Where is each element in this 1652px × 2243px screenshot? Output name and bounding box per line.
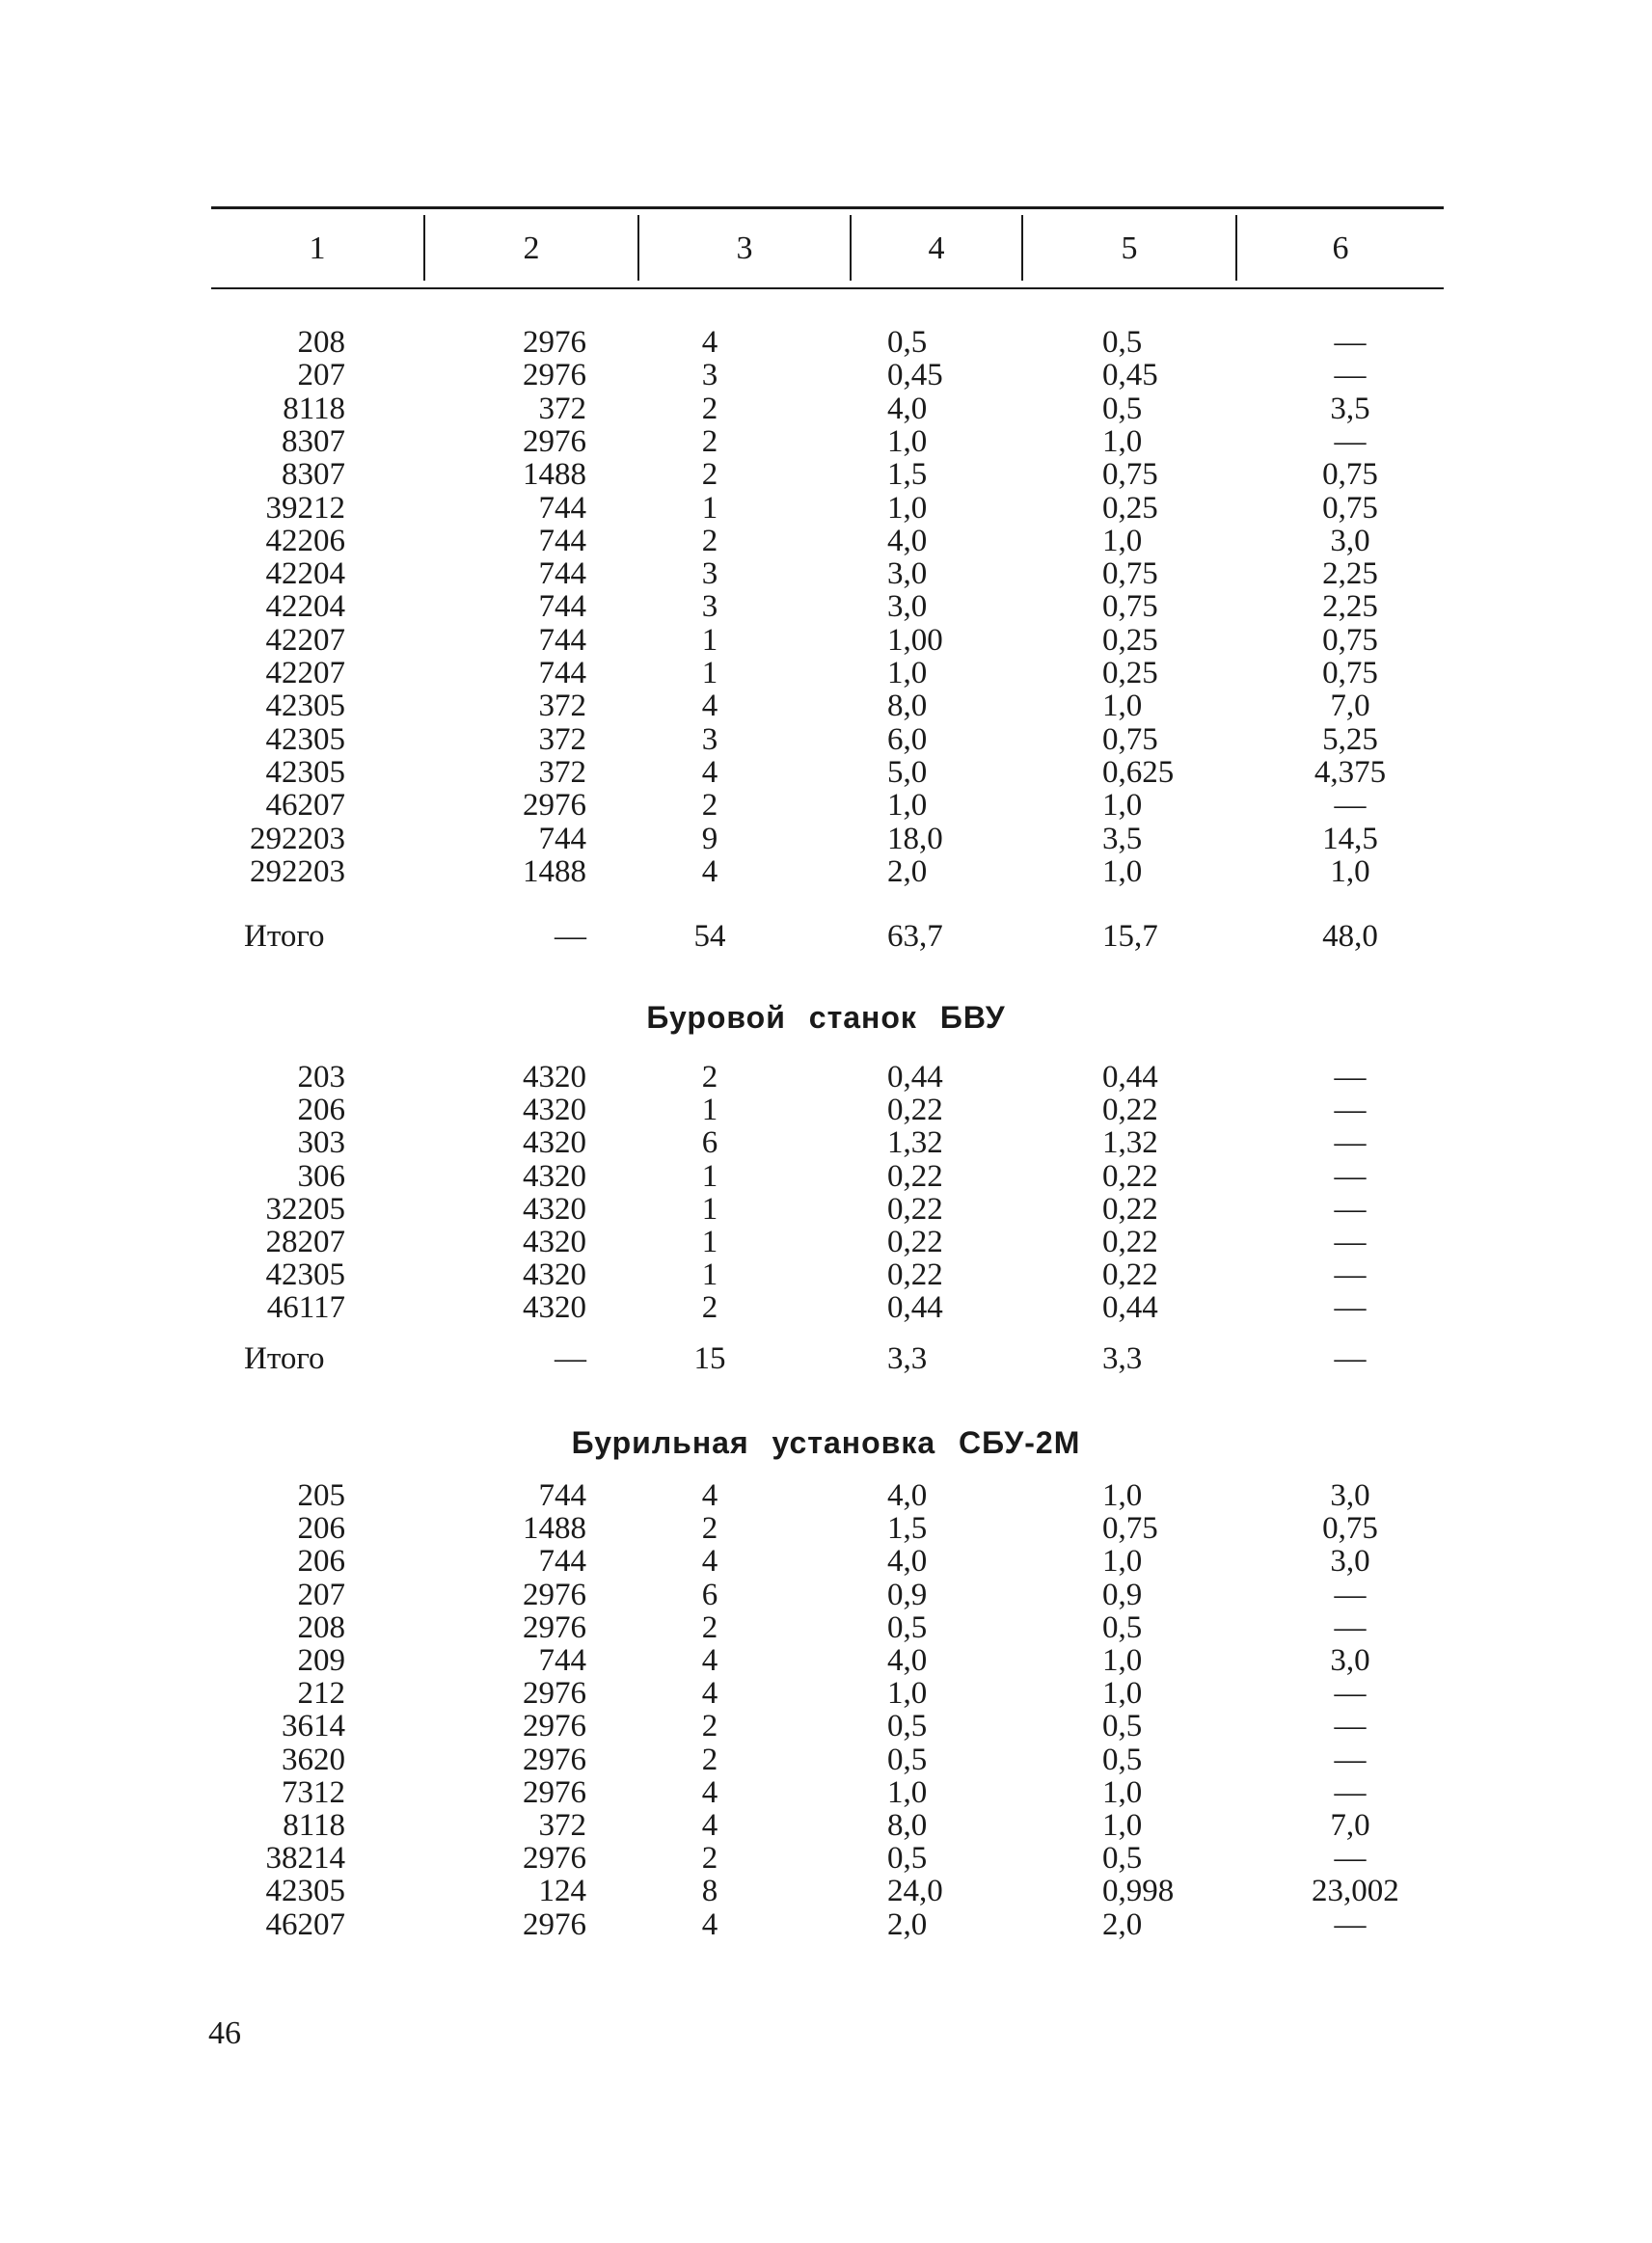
table-header: [211, 209, 1444, 287]
table-row: [0, 1060, 1652, 1094]
quantity: 1: [701, 490, 718, 526]
header-col-6: 6: [1332, 230, 1349, 266]
col-6-value: —: [1334, 1060, 1367, 1094]
table-row: [0, 1610, 1652, 1645]
quantity: 2: [701, 423, 718, 459]
rpm: 372: [538, 1808, 586, 1843]
col-6-value: —: [1334, 1225, 1367, 1259]
quantity: 4: [701, 1478, 718, 1513]
col-4-value: 0,22: [887, 1191, 943, 1227]
col-5-value: 0,5: [1102, 391, 1143, 426]
rpm: 744: [538, 589, 586, 625]
col-4-value: 1,32: [887, 1125, 943, 1161]
col-5-value: 0,625: [1102, 754, 1175, 790]
table-row: [0, 1478, 1652, 1513]
rpm: 4320: [523, 1290, 586, 1326]
bearing-number: 3614: [282, 1709, 345, 1744]
col-5-value: 0,25: [1102, 656, 1158, 690]
table-row: [0, 1676, 1652, 1711]
rpm: 4320: [523, 1093, 586, 1128]
col-6-value: 48,0: [1322, 919, 1378, 954]
col-6-value: —: [1334, 1906, 1367, 1942]
col-6-value: —: [1334, 1676, 1367, 1712]
table-row: [0, 1775, 1652, 1810]
bearing-number: 42207: [265, 622, 345, 658]
quantity: 1: [701, 656, 718, 690]
quantity: 9: [701, 821, 718, 856]
bearing-number: 8118: [283, 1808, 345, 1843]
col-5-value: 0,22: [1102, 1158, 1158, 1194]
col-6-value: 1,0: [1330, 853, 1370, 889]
table-row: [0, 392, 1652, 426]
page-number: 46: [208, 2015, 241, 2051]
bearing-number: 32205: [265, 1191, 345, 1227]
col-4-value: 5,0: [887, 754, 928, 790]
col-6-value: —: [1334, 1125, 1367, 1161]
col-5-value: 1,0: [1102, 423, 1143, 459]
quantity: 4: [701, 1774, 718, 1810]
rpm: 2976: [523, 788, 586, 824]
bearing-number: 46207: [265, 1906, 345, 1942]
col-4-value: 4,0: [887, 391, 928, 426]
col-4-value: 0,9: [887, 1577, 928, 1612]
col-6-value: 7,0: [1330, 689, 1370, 724]
col-5-value: 3,3: [1102, 1341, 1143, 1376]
col-4-value: 1,0: [887, 788, 928, 824]
table-row: [0, 1874, 1652, 1908]
rpm: 744: [538, 1544, 586, 1580]
rpm: 2976: [523, 358, 586, 393]
table-row: [0, 689, 1652, 723]
rpm: 4320: [523, 1125, 586, 1161]
col-4-value: 1,5: [887, 457, 928, 493]
quantity: 15: [693, 1341, 726, 1376]
rpm: 4320: [523, 1225, 586, 1259]
bearing-number: 42207: [265, 656, 345, 690]
col-4-value: 1,0: [887, 490, 928, 526]
col-6-value: —: [1334, 1774, 1367, 1810]
rpm: 2976: [523, 1609, 586, 1645]
col-4-value: 0,44: [887, 1060, 943, 1094]
table-row: [0, 358, 1652, 392]
table-row: [0, 788, 1652, 823]
rpm: 2976: [523, 1676, 586, 1712]
col-5-value: 0,5: [1102, 1709, 1143, 1744]
col-4-value: 8,0: [887, 1808, 928, 1843]
col-4-value: 4,0: [887, 523, 928, 558]
col-6-value: 0,75: [1322, 490, 1378, 526]
quantity: 6: [701, 1577, 718, 1612]
col-6-value: —: [1334, 423, 1367, 459]
col-6-value: 3,0: [1330, 1643, 1370, 1678]
col-4-value: 1,0: [887, 423, 928, 459]
rpm: 2976: [523, 1742, 586, 1777]
table-row: [0, 491, 1652, 526]
col-4-value: 4,0: [887, 1478, 928, 1513]
col-4-value: 24,0: [887, 1874, 943, 1909]
col-4-value: 8,0: [887, 689, 928, 724]
table-row: [0, 1192, 1652, 1227]
col-5-value: 0,75: [1102, 721, 1158, 757]
rpm: 372: [538, 754, 586, 790]
col-5-value: 1,0: [1102, 1544, 1143, 1580]
col-6-value: —: [1334, 1158, 1367, 1194]
col-4-value: 2,0: [887, 1906, 928, 1942]
quantity: 1: [701, 1257, 718, 1293]
col-6-value: —: [1334, 325, 1367, 360]
rpm: 2976: [523, 1577, 586, 1612]
quantity: 4: [701, 1643, 718, 1678]
col-4-value: 1,0: [887, 1676, 928, 1712]
col-6-value: 14,5: [1322, 821, 1378, 856]
col-5-value: 0,44: [1102, 1290, 1158, 1326]
col-5-value: 2,0: [1102, 1906, 1143, 1942]
col-6-value: —: [1334, 1742, 1367, 1777]
col-5-value: 1,0: [1102, 1808, 1143, 1843]
rpm: 2976: [523, 325, 586, 360]
table-row: [0, 457, 1652, 492]
col-5-value: 0,5: [1102, 1841, 1143, 1877]
quantity: 2: [701, 391, 718, 426]
col-4-value: 63,7: [887, 919, 943, 954]
col-5-value: 0,9: [1102, 1577, 1143, 1612]
col-6-value: —: [1334, 1577, 1367, 1612]
col-6-value: 4,375: [1313, 754, 1387, 790]
quantity: 4: [701, 1906, 718, 1942]
col-4-value: 0,22: [887, 1225, 943, 1259]
col-6-value: 5,25: [1322, 721, 1378, 757]
table-row: [0, 822, 1652, 856]
total-label: Итого: [244, 919, 325, 954]
table-row: [0, 556, 1652, 591]
col-6-value: 3,0: [1330, 1544, 1370, 1580]
col-5-value: 0,22: [1102, 1257, 1158, 1293]
bearing-number: 46117: [266, 1290, 345, 1326]
quantity: 4: [701, 1808, 718, 1843]
rpm: 744: [538, 622, 586, 658]
quantity: 3: [701, 556, 718, 592]
rpm: 1488: [523, 1511, 586, 1547]
bearing-number: 3620: [282, 1742, 345, 1777]
col-5-value: 0,5: [1102, 1742, 1143, 1777]
col-5-value: 0,22: [1102, 1093, 1158, 1128]
col-5-value: 0,75: [1102, 1511, 1158, 1547]
table-row: [0, 1225, 1652, 1259]
col-6-value: —: [1334, 358, 1367, 393]
quantity: 3: [701, 358, 718, 393]
bearing-number: 42204: [265, 589, 345, 625]
rpm: 4320: [523, 1158, 586, 1194]
col-5-value: 0,25: [1102, 490, 1158, 526]
quantity: 2: [701, 1841, 718, 1877]
col-4-value: 18,0: [887, 821, 943, 856]
col-4-value: 0,5: [887, 1709, 928, 1744]
table-row: [0, 1257, 1652, 1292]
col-5-value: 0,25: [1102, 622, 1158, 658]
col-5-value: 0,5: [1102, 1609, 1143, 1645]
table-row: [0, 1578, 1652, 1612]
col-5-value: 0,22: [1102, 1225, 1158, 1259]
col-5-value: 1,0: [1102, 1676, 1143, 1712]
bearing-number: 207: [297, 1577, 345, 1612]
bearing-number: 303: [297, 1125, 345, 1161]
col-4-value: 0,5: [887, 1841, 928, 1877]
col-6-value: 3,0: [1330, 1478, 1370, 1513]
bearing-number: 28207: [265, 1225, 345, 1259]
col-5-value: 1,0: [1102, 853, 1143, 889]
rpm: 4320: [523, 1257, 586, 1293]
rpm: 2976: [523, 1906, 586, 1942]
rpm: 124: [538, 1874, 586, 1909]
quantity: 2: [701, 1511, 718, 1547]
col-5-value: 1,0: [1102, 1478, 1143, 1513]
rpm: 2976: [523, 1709, 586, 1744]
quantity: 1: [701, 622, 718, 658]
quantity: 1: [701, 1191, 718, 1227]
section-title-bvu: Буровой станок БВУ: [646, 1000, 1006, 1035]
col-4-value: 0,5: [887, 1609, 928, 1645]
total-row: [0, 1341, 1652, 1376]
quantity: 2: [701, 788, 718, 824]
table-row: [0, 1709, 1652, 1743]
col-6-value: 2,25: [1322, 589, 1378, 625]
col-5-value: 1,32: [1102, 1125, 1158, 1161]
col-5-value: 1,0: [1102, 1643, 1143, 1678]
col-6-value: —: [1334, 1841, 1367, 1877]
bearing-number: 42204: [265, 556, 345, 592]
bearing-number: 206: [297, 1511, 345, 1547]
col-4-value: 0,44: [887, 1290, 943, 1326]
bearing-number: 203: [297, 1060, 345, 1094]
col-4-value: 1,0: [887, 1774, 928, 1810]
quantity: 4: [701, 1676, 718, 1712]
rpm: 1488: [523, 457, 586, 493]
bearing-number: 205: [297, 1478, 345, 1513]
col-6-value: —: [1334, 1093, 1367, 1128]
col-5-value: 0,998: [1102, 1874, 1175, 1909]
rpm: 744: [538, 523, 586, 558]
col-6-value: 2,25: [1322, 556, 1378, 592]
col-5-value: 3,5: [1102, 821, 1143, 856]
table-row: [0, 424, 1652, 459]
col-6-value: —: [1334, 1609, 1367, 1645]
header-col-5: 5: [1121, 230, 1138, 266]
bearing-number: 42305: [265, 1874, 345, 1909]
table-row: [0, 1808, 1652, 1843]
quantity: 2: [701, 1609, 718, 1645]
col-4-value: 0,5: [887, 1742, 928, 1777]
bearing-number: 42206: [265, 523, 345, 558]
rpm: 372: [538, 689, 586, 724]
col-4-value: 1,0: [887, 656, 928, 690]
rpm: 4320: [523, 1191, 586, 1227]
col-5-value: 0,22: [1102, 1191, 1158, 1227]
col-5-value: 1,0: [1102, 689, 1143, 724]
rpm: 1488: [523, 853, 586, 889]
col-6-value: 0,75: [1322, 622, 1378, 658]
col-4-value: 3,0: [887, 556, 928, 592]
bearing-number: 207: [297, 358, 345, 393]
col-4-value: 4,0: [887, 1643, 928, 1678]
rpm: 372: [538, 721, 586, 757]
header-col-1: 1: [309, 230, 326, 266]
col-6-value: 0,75: [1322, 1511, 1378, 1547]
bearing-number: 42305: [265, 689, 345, 724]
rpm: —: [555, 1341, 586, 1376]
rpm: 372: [538, 391, 586, 426]
col-5-value: 0,75: [1102, 457, 1158, 493]
rpm: 744: [538, 1478, 586, 1513]
quantity: 3: [701, 721, 718, 757]
col-4-value: 0,22: [887, 1093, 943, 1128]
col-6-value: —: [1334, 1709, 1367, 1744]
table-row: [0, 1159, 1652, 1194]
table-row: [0, 1290, 1652, 1325]
rpm: —: [555, 919, 586, 954]
quantity: 2: [701, 1709, 718, 1744]
col-5-value: 1,0: [1102, 788, 1143, 824]
col-6-value: 3,5: [1330, 391, 1370, 426]
quantity: 2: [701, 1060, 718, 1094]
quantity: 2: [701, 1290, 718, 1326]
quantity: 4: [701, 689, 718, 724]
section-title-sbu: Бурильная установка СБУ-2М: [571, 1425, 1081, 1460]
table-row: [0, 325, 1652, 360]
table-row: [0, 1511, 1652, 1546]
table-row: [0, 1544, 1652, 1579]
rpm: 744: [538, 556, 586, 592]
bearing-number: 7312: [282, 1774, 345, 1810]
table-row: [0, 755, 1652, 790]
col-4-value: 3,3: [887, 1341, 928, 1376]
bearing-number: 39212: [265, 490, 345, 526]
bearing-number: 8118: [283, 391, 345, 426]
quantity: 2: [701, 457, 718, 493]
quantity: 3: [701, 589, 718, 625]
rpm: 744: [538, 821, 586, 856]
quantity: 8: [701, 1874, 718, 1909]
table-row: [0, 722, 1652, 757]
col-6-value: 3,0: [1330, 523, 1370, 558]
col-5-value: 15,7: [1102, 919, 1158, 954]
table-row: [0, 589, 1652, 624]
table-row: [0, 656, 1652, 690]
col-4-value: 2,0: [887, 853, 928, 889]
col-5-value: 0,45: [1102, 358, 1158, 393]
col-6-value: —: [1334, 1341, 1367, 1376]
quantity: 2: [701, 1742, 718, 1777]
table-row: [0, 623, 1652, 658]
quantity: 4: [701, 1544, 718, 1580]
header-col-3: 3: [736, 230, 753, 266]
bearing-number: 46207: [265, 788, 345, 824]
col-4-value: 0,22: [887, 1158, 943, 1194]
rpm: 744: [538, 1643, 586, 1678]
rpm: 2976: [523, 1774, 586, 1810]
col-6-value: —: [1334, 1290, 1367, 1326]
bearing-number: 306: [297, 1158, 345, 1194]
bearing-number: 42305: [265, 754, 345, 790]
rpm: 2976: [523, 423, 586, 459]
quantity: 2: [701, 523, 718, 558]
header-col-2: 2: [523, 230, 540, 266]
table-row: [0, 1841, 1652, 1876]
bearing-number: 212: [297, 1676, 345, 1712]
col-6-value: 0,75: [1322, 656, 1378, 690]
col-4-value: 1,00: [887, 622, 943, 658]
table-row: [0, 1093, 1652, 1127]
col-4-value: 6,0: [887, 721, 928, 757]
quantity: 54: [693, 919, 726, 954]
bearing-number: 208: [297, 1609, 345, 1645]
header-col-4: 4: [928, 230, 945, 266]
table-row: [0, 854, 1652, 889]
rpm: 744: [538, 490, 586, 526]
quantity: 1: [701, 1225, 718, 1259]
col-6-value: 23,002: [1312, 1874, 1399, 1909]
rpm: 2976: [523, 1841, 586, 1877]
col-4-value: 0,45: [887, 358, 943, 393]
col-4-value: 4,0: [887, 1544, 928, 1580]
col-6-value: —: [1334, 1257, 1367, 1293]
col-4-value: 0,5: [887, 325, 928, 360]
bearing-number: 208: [297, 325, 345, 360]
bearing-number: 206: [297, 1093, 345, 1128]
table-row: [0, 1907, 1652, 1942]
bearing-number: 42305: [265, 721, 345, 757]
col-5-value: 1,0: [1102, 523, 1143, 558]
table-row: [0, 1743, 1652, 1777]
quantity: 1: [701, 1158, 718, 1194]
rpm: 4320: [523, 1060, 586, 1094]
col-4-value: 0,22: [887, 1257, 943, 1293]
bearing-number: 8307: [282, 457, 345, 493]
col-5-value: 0,5: [1102, 325, 1143, 360]
col-6-value: —: [1334, 1191, 1367, 1227]
bearing-number: 292203: [250, 821, 345, 856]
col-6-value: 0,75: [1322, 457, 1378, 493]
quantity: 6: [701, 1125, 718, 1161]
table-row: [0, 1643, 1652, 1678]
quantity: 1: [701, 1093, 718, 1128]
col-6-value: —: [1334, 788, 1367, 824]
table-header-rule: [211, 287, 1444, 289]
col-4-value: 1,5: [887, 1511, 928, 1547]
table-row: [0, 1125, 1652, 1160]
quantity: 4: [701, 325, 718, 360]
total-label: Итого: [244, 1341, 325, 1376]
col-6-value: 7,0: [1330, 1808, 1370, 1843]
total-row: [0, 919, 1652, 954]
col-5-value: 0,44: [1102, 1060, 1158, 1094]
col-5-value: 1,0: [1102, 1774, 1143, 1810]
rpm: 744: [538, 656, 586, 690]
bearing-number: 8307: [282, 423, 345, 459]
bearing-number: 206: [297, 1544, 345, 1580]
bearing-number: 38214: [265, 1841, 345, 1877]
bearing-number: 292203: [250, 853, 345, 889]
bearing-number: 209: [297, 1643, 345, 1678]
quantity: 4: [701, 754, 718, 790]
quantity: 4: [701, 853, 718, 889]
col-4-value: 3,0: [887, 589, 928, 625]
col-5-value: 0,75: [1102, 556, 1158, 592]
col-5-value: 0,75: [1102, 589, 1158, 625]
table-row: [0, 524, 1652, 558]
bearing-number: 42305: [265, 1257, 345, 1293]
